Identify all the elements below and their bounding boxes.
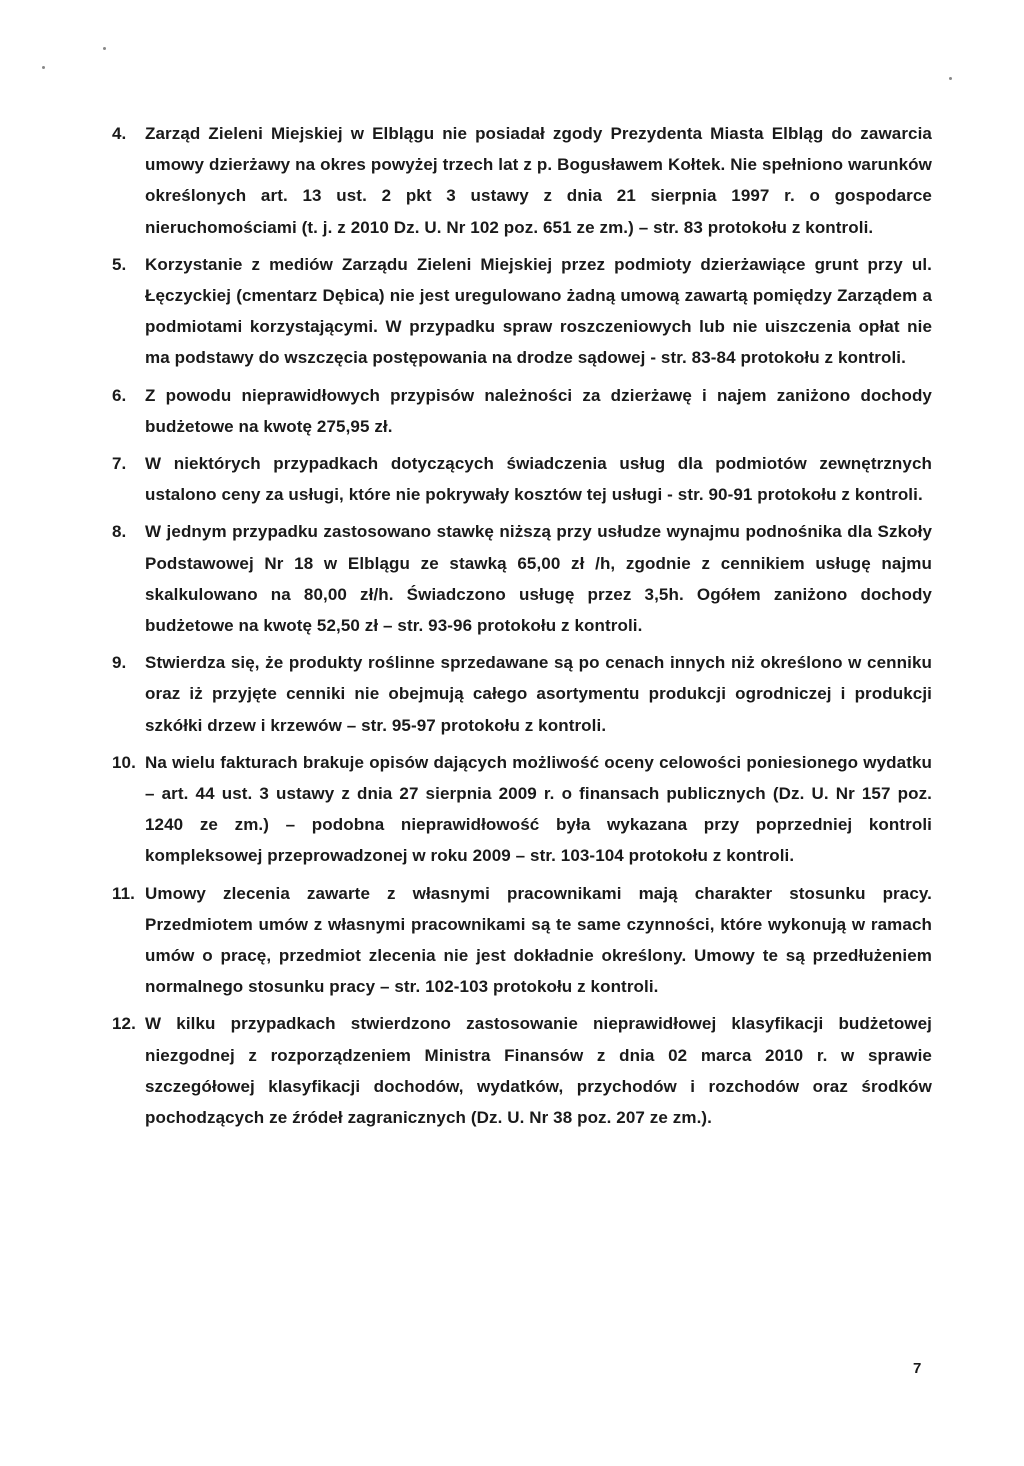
finding-text: Stwierdza się, że produkty roślinne sprzedawane są po cenach innych niż określono w cenniku oraz iż przyjęte cenniki nie obejmują całego asortymentu produkcji ogrodniczej i produkcji szkółki drzew i krzewów – str. 95-97 protokołu z kontroli. [145,653,932,735]
finding-item-9 [112,647,932,741]
finding-number: 8. [112,522,127,542]
finding-text: Z powodu nieprawidłowych przypisów należności za dzierżawę i najem zaniżono dochody budżetowe na kwotę 275,95 zł. [145,385,932,436]
finding-item-7 [112,448,932,510]
finding-number: 7. [112,454,127,474]
scan-speck [42,66,45,69]
page-number: 7 [913,1360,922,1377]
findings-list [112,118,932,1139]
finding-number: 12. [112,1014,136,1034]
finding-number: 9. [112,653,127,673]
finding-text: Korzystanie z mediów Zarządu Zieleni Miejskiej przez podmioty dzierżawiące grunt przy ul. Łęczyckiej (cmentarz Dębica) nie jest uregulowano żadną umową zawartą pomiędzy Zarządem a podmiotami korzystającymi. W przypadku spraw roszczeniowych lub nie uiszczenia opłat nie ma podstawy do wszczęcia postępowania na drodze sądowej - str. 83-84 protokołu z kontroli. [145,254,932,368]
finding-text: W jednym przypadku zastosowano stawkę niższą przy usłudze wynajmu podnośnika dla Szkoły Podstawowej Nr 18 w Elblągu ze stawką 65,00 zł /h, zgodnie z cennikiem usługę najmu skalkulowano na 80,00 zł/h. Świadczono usługę przez 3,5h. Ogółem zaniżono dochody budżetowe na kwotę 52,50 zł – str. 93-96 protokołu z kontroli. [145,522,932,636]
finding-item-6 [112,380,932,442]
finding-number: 4. [112,124,127,143]
finding-text: Zarząd Zieleni Miejskiej w Elblągu nie posiadał zgody Prezydenta Miasta Elbląg do zawarcia umowy dzierżawy na okres powyżej trzech lat z p. Bogusławem Kołtek. Nie spełniono warunków określonych art. 13 ust. 2 pkt 3 ustawy z dnia 21 sierpnia 1997 r. o gospodarce nieruchomościami (t. j. z 2010 Dz. U. Nr 102 poz. 651 ze zm.) – str. 83 protokołu z kontroli. [145,124,932,237]
finding-item-11 [112,878,932,1003]
finding-number: 11. [112,883,135,903]
finding-text: Umowy zlecenia zawarte z własnymi pracownikami mają charakter stosunku pracy. Przedmiotem umów z własnymi pracownikami są te same czynności, które wykonują w ramach umów o pracę, przedmiot zlecenia nie jest dokładnie określony. Umowy te są przedłużeniem normalnego stosunku pracy – str. 102-103 protokołu z kontroli. [145,883,932,997]
finding-item-4 [112,118,932,243]
finding-item-5 [112,249,932,374]
scan-speck [103,47,106,50]
finding-item-8 [112,516,932,641]
finding-text: Na wielu fakturach brakuje opisów dających możliwość oceny celowości poniesionego wydatku – art. 44 ust. 3 ustawy z dnia 27 sierpnia 2009 r. o finansach publicznych (Dz. U. Nr 157 poz. 1240 ze zm.) – podobna nieprawidłowość była wykazana przy poprzedniej kontroli kompleksowej przeprowadzonej w roku 2009 – str. 103-104 protokołu z kontroli. [145,752,932,866]
finding-number: 5. [112,254,127,274]
finding-item-12 [112,1008,932,1133]
finding-number: 6. [112,385,127,405]
finding-item-10 [112,747,932,872]
finding-text: W niektórych przypadkach dotyczących świadczenia usług dla podmiotów zewnętrznych ustalono ceny za usługi, które nie pokrywały kosztów tej usługi - str. 90-91 protokołu z kontroli. [145,454,932,505]
finding-number: 10. [112,752,136,772]
finding-text: W kilku przypadkach stwierdzono zastosowanie nieprawidłowej klasyfikacji budżetowej niezgodnej z rozporządzeniem Ministra Finansów z dnia 02 marca 2010 r. w sprawie szczegółowej klasyfikacji dochodów, wydatków, przychodów i rozchodów oraz środków pochodzących ze źródeł zagranicznych (Dz. U. Nr 38 poz. 207 ze zm.). [145,1014,932,1128]
scan-speck [949,77,952,80]
